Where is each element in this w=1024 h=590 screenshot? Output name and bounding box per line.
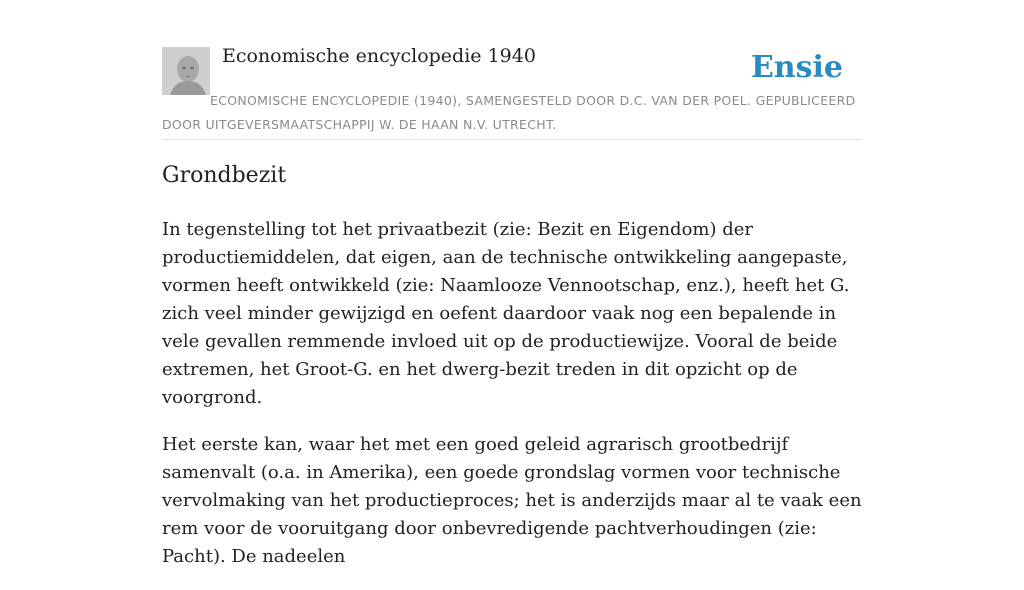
ensie-logo[interactable]: Ensie <box>750 50 843 85</box>
entry-body <box>162 216 867 590</box>
author-portrait-icon[interactable] <box>162 47 210 95</box>
publication-meta: ECONOMISCHE ENCYCLOPEDIE (1940), SAMENGESTELD DOOR D.C. VAN DER POEL. GEPUBLICEERD DOOR UITGEVERSMAATSCHAPPIJ W. DE HAAN N.V. UTRECHT. <box>162 93 856 132</box>
entry-paragraph: Het eerste kan, waar het met een goed geleid agrarisch grootbedrijf samenvalt (o.a. in Amerika), een goede grondslag vormen voor technische vervolmaking van het productieproces; het is anderzijds maar al te vaak een rem voor de vooruitgang door onbevredigende pachtverhoudingen (zie: Pacht). De nadeelen <box>162 434 862 567</box>
page <box>162 0 862 567</box>
book-title[interactable]: Economische encyclopedie 1940 <box>222 45 536 67</box>
header <box>162 0 862 140</box>
entry-title: Grondbezit <box>162 163 287 188</box>
entry-paragraph: In tegenstelling tot het privaatbezit (zie: Bezit en Eigendom) der productiemiddelen, dat eigen, aan de technische ontwikkeling aangepaste, vormen heeft ontwikkeld (zie: Naamlooze Vennootschap, enz.), heeft het G. zich veel minder gewijzigd en oefent daardoor vaak nog een bepalende in vele gevallen remmende invloed uit op de productiewijze. Vooral de beide extremen, het Groot-G. en het dwerg-bezit treden in dit opzicht op de voorgrond. <box>162 219 850 408</box>
